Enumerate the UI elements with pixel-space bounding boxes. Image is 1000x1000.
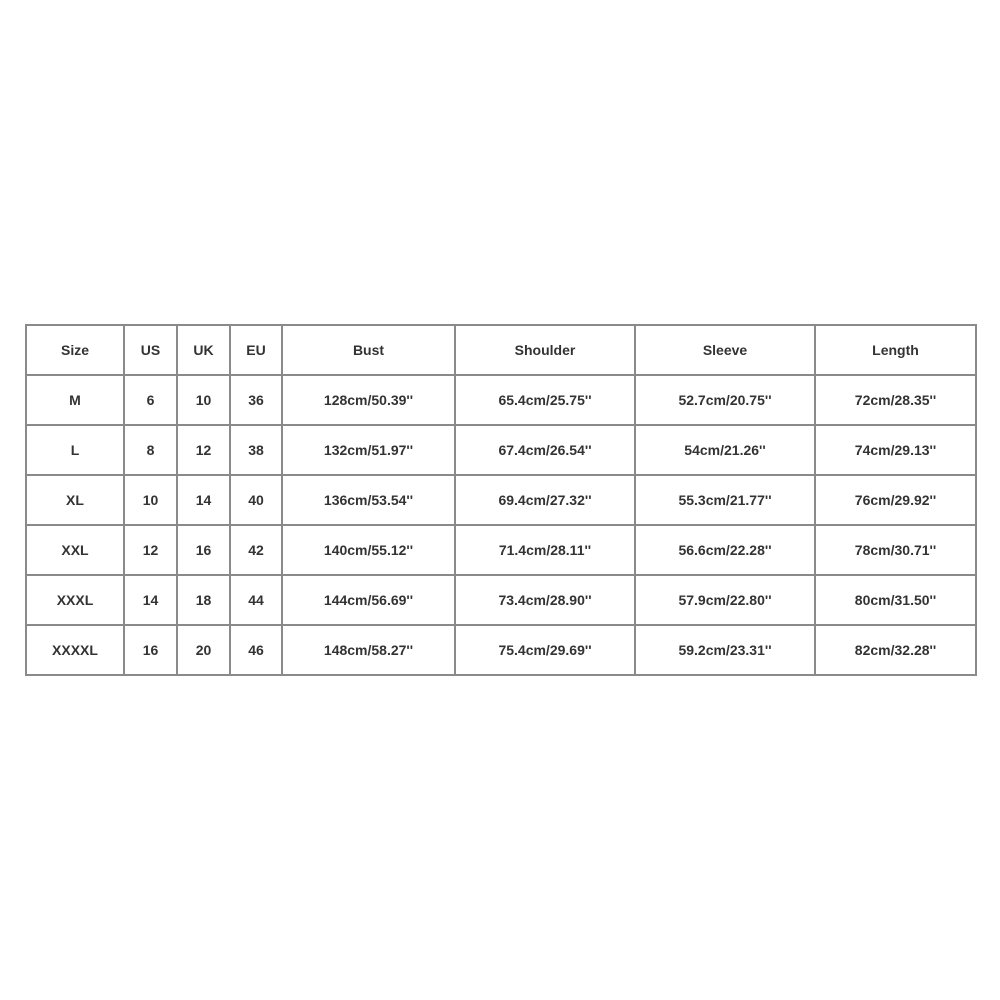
cell-eu: 38 [230,425,282,475]
cell-uk: 18 [177,575,230,625]
cell-shoulder: 71.4cm/28.11'' [455,525,635,575]
cell-sleeve: 52.7cm/20.75'' [635,375,815,425]
cell-length: 82cm/32.28'' [815,625,976,675]
cell-us: 10 [124,475,177,525]
table-row [26,625,976,675]
cell-sleeve: 55.3cm/21.77'' [635,475,815,525]
cell-eu: 42 [230,525,282,575]
cell-bust: 144cm/56.69'' [282,575,455,625]
cell-uk: 14 [177,475,230,525]
cell-sleeve: 59.2cm/23.31'' [635,625,815,675]
cell-bust: 136cm/53.54'' [282,475,455,525]
header-sleeve: Sleeve [635,325,815,375]
cell-us: 14 [124,575,177,625]
table-row [26,575,976,625]
cell-size: M [26,375,124,425]
cell-size: XXXXL [26,625,124,675]
cell-shoulder: 67.4cm/26.54'' [455,425,635,475]
cell-bust: 128cm/50.39'' [282,375,455,425]
cell-us: 8 [124,425,177,475]
cell-uk: 16 [177,525,230,575]
cell-sleeve: 56.6cm/22.28'' [635,525,815,575]
cell-shoulder: 73.4cm/28.90'' [455,575,635,625]
table-row [26,525,976,575]
cell-bust: 140cm/55.12'' [282,525,455,575]
cell-eu: 40 [230,475,282,525]
cell-us: 16 [124,625,177,675]
table-row [26,375,976,425]
cell-length: 74cm/29.13'' [815,425,976,475]
cell-uk: 20 [177,625,230,675]
cell-length: 76cm/29.92'' [815,475,976,525]
header-length: Length [815,325,976,375]
cell-us: 12 [124,525,177,575]
header-bust: Bust [282,325,455,375]
cell-shoulder: 75.4cm/29.69'' [455,625,635,675]
header-shoulder: Shoulder [455,325,635,375]
cell-sleeve: 57.9cm/22.80'' [635,575,815,625]
header-row [26,325,976,375]
header-uk: UK [177,325,230,375]
cell-bust: 132cm/51.97'' [282,425,455,475]
cell-length: 80cm/31.50'' [815,575,976,625]
cell-size: L [26,425,124,475]
cell-shoulder: 69.4cm/27.32'' [455,475,635,525]
cell-uk: 10 [177,375,230,425]
size-chart-table [25,324,977,676]
cell-size: XXXL [26,575,124,625]
header-eu: EU [230,325,282,375]
cell-length: 78cm/30.71'' [815,525,976,575]
cell-shoulder: 65.4cm/25.75'' [455,375,635,425]
header-us: US [124,325,177,375]
cell-sleeve: 54cm/21.26'' [635,425,815,475]
cell-eu: 36 [230,375,282,425]
table-row [26,425,976,475]
cell-us: 6 [124,375,177,425]
table-row [26,475,976,525]
cell-eu: 44 [230,575,282,625]
cell-uk: 12 [177,425,230,475]
cell-size: XL [26,475,124,525]
cell-size: XXL [26,525,124,575]
cell-length: 72cm/28.35'' [815,375,976,425]
header-size: Size [26,325,124,375]
cell-eu: 46 [230,625,282,675]
cell-bust: 148cm/58.27'' [282,625,455,675]
